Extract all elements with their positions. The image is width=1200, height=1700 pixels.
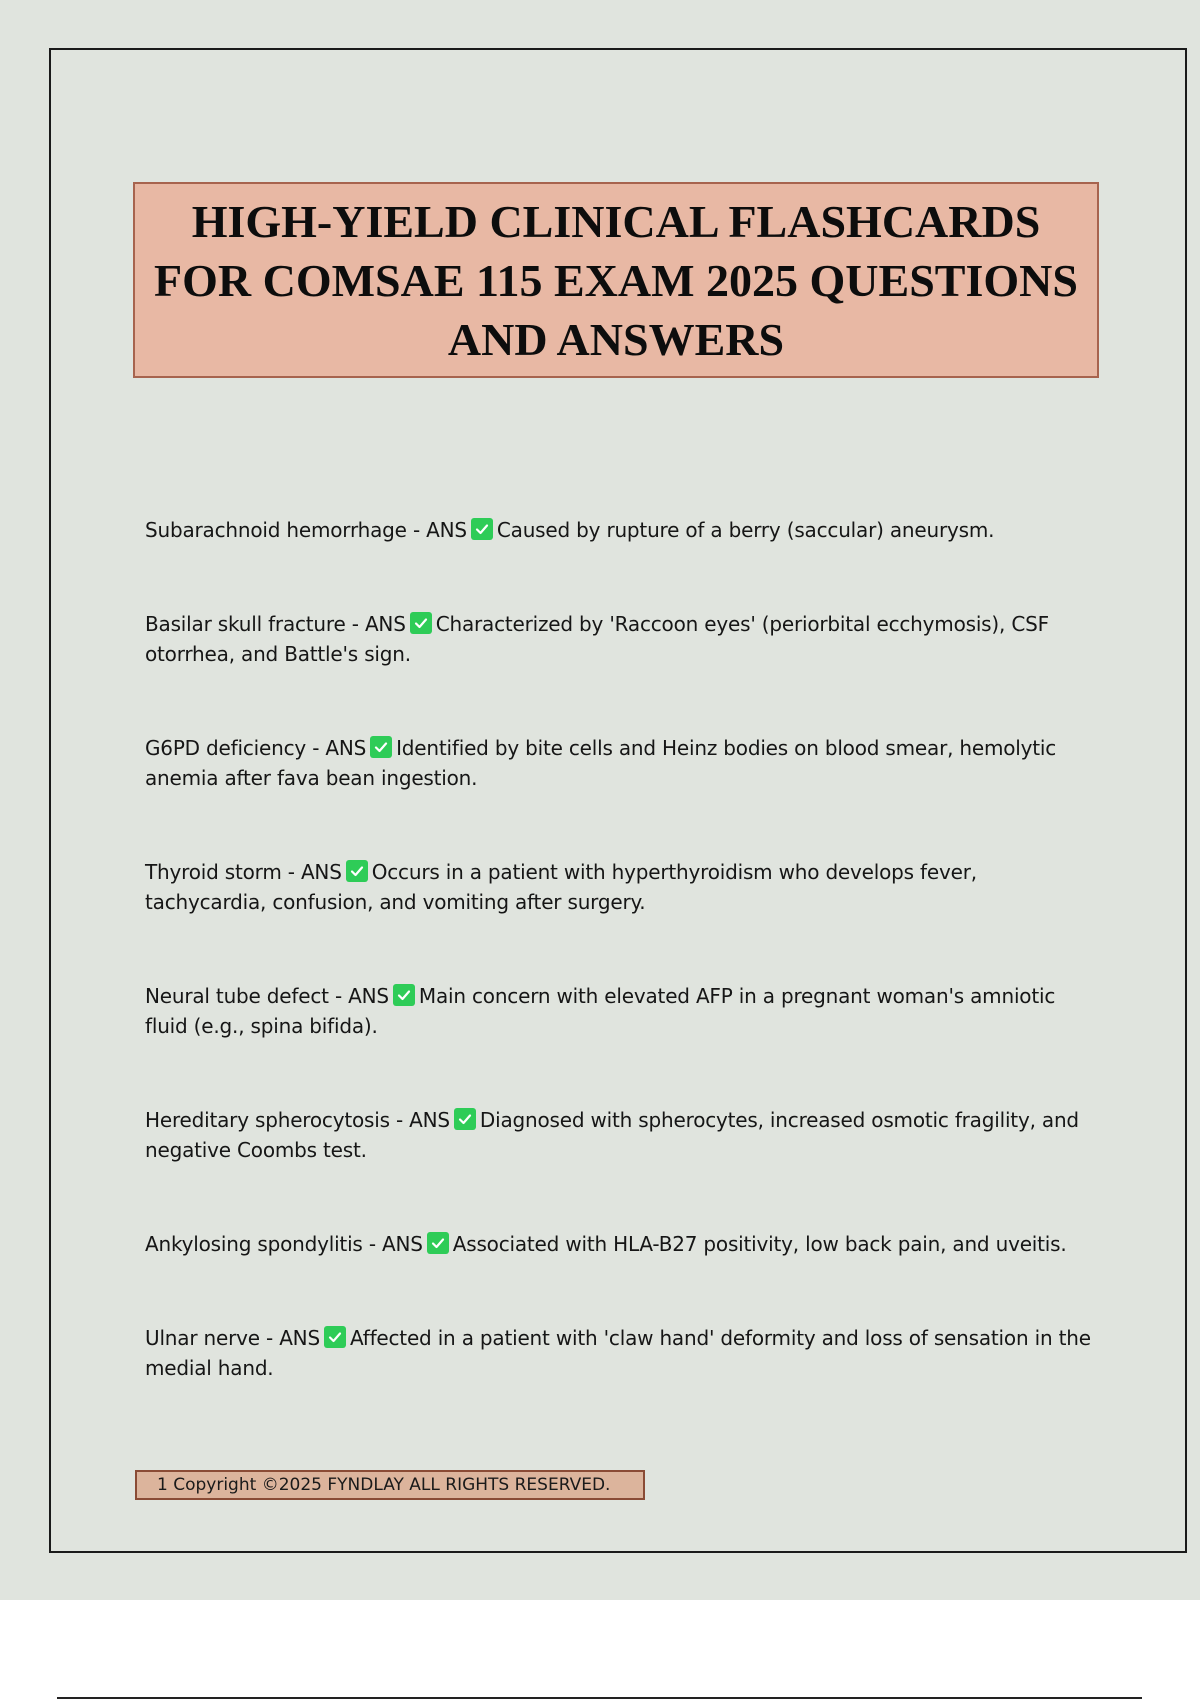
- flashcard-term: Subarachnoid hemorrhage: [145, 518, 407, 542]
- copyright-footer: 1 Copyright ©2025 FYNDLAY ALL RIGHTS RESERVED.: [135, 1470, 645, 1500]
- flashcard-answer: Associated with HLA-B27 positivity, low back pain, and uveitis.: [452, 1232, 1067, 1256]
- flashcard-answer: Identified by bite cells and Heinz bodies on blood smear, hemolytic anemia after fava bean ingestion.: [145, 736, 1057, 790]
- green-checkbox-icon: [410, 612, 432, 634]
- flashcard-term: Ulnar nerve: [145, 1326, 260, 1350]
- flashcard-answer: Caused by rupture of a berry (saccular) aneurysm.: [496, 518, 995, 542]
- flashcard-answer: Main concern with elevated AFP in a pregnant woman's amniotic fluid (e.g., spina bifida).: [145, 984, 1056, 1038]
- answer-marker: - ANS: [368, 1232, 423, 1256]
- flashcard-item: [145, 609, 1095, 669]
- flashcard-item: [145, 1323, 1095, 1383]
- flashcard-item: [145, 981, 1095, 1041]
- green-checkbox-icon: [346, 860, 368, 882]
- answer-marker: - ANS: [412, 518, 467, 542]
- answer-marker: - ANS: [312, 736, 367, 760]
- flashcard-answer: Diagnosed with spherocytes, increased osmotic fragility, and negative Coombs test.: [145, 1108, 1079, 1162]
- answer-marker: - ANS: [396, 1108, 450, 1132]
- flashcard-item: [145, 1229, 1095, 1259]
- flashcard-term: Ankylosing spondylitis: [145, 1232, 363, 1256]
- green-checkbox-icon: [427, 1232, 449, 1254]
- next-page-rule: [57, 1697, 1142, 1699]
- flashcard-list: [145, 515, 1095, 1447]
- green-checkbox-icon: [454, 1108, 476, 1130]
- green-checkbox-icon: [370, 736, 392, 758]
- green-checkbox-icon: [393, 984, 415, 1006]
- flashcard-term: Neural tube defect: [145, 984, 329, 1008]
- flashcard-item: [145, 733, 1095, 793]
- document-title: [133, 182, 1099, 378]
- document-title-text: HIGH-YIELD CLINICAL FLASHCARDS FOR COMSAE 115 EXAM 2025 QUESTIONS AND ANSWERS: [154, 195, 1078, 365]
- flashcard-term: Thyroid storm: [145, 860, 282, 884]
- answer-marker: - ANS: [266, 1326, 320, 1350]
- flashcard-term: Hereditary spherocytosis: [145, 1108, 390, 1132]
- flashcard-answer: Affected in a patient with 'claw hand' deformity and loss of sensation in the medial hand.: [145, 1326, 1091, 1380]
- flashcard-item: [145, 857, 1095, 917]
- flashcard-item: [145, 515, 1095, 545]
- green-checkbox-icon: [324, 1326, 346, 1348]
- answer-marker: - ANS: [351, 612, 406, 636]
- green-checkbox-icon: [471, 518, 493, 540]
- flashcard-answer: Characterized by 'Raccoon eyes' (periorbital ecchymosis), CSF otorrhea, and Battle's sign.: [145, 612, 1049, 666]
- flashcard-answer: Occurs in a patient with hyperthyroidism who develops fever, tachycardia, confusion, and vomiting after surgery.: [145, 860, 977, 914]
- flashcard-term: Basilar skull fracture: [145, 612, 346, 636]
- flashcard-item: [145, 1105, 1095, 1165]
- flashcard-term: G6PD deficiency: [145, 736, 307, 760]
- answer-marker: - ANS: [287, 860, 342, 884]
- answer-marker: - ANS: [334, 984, 389, 1008]
